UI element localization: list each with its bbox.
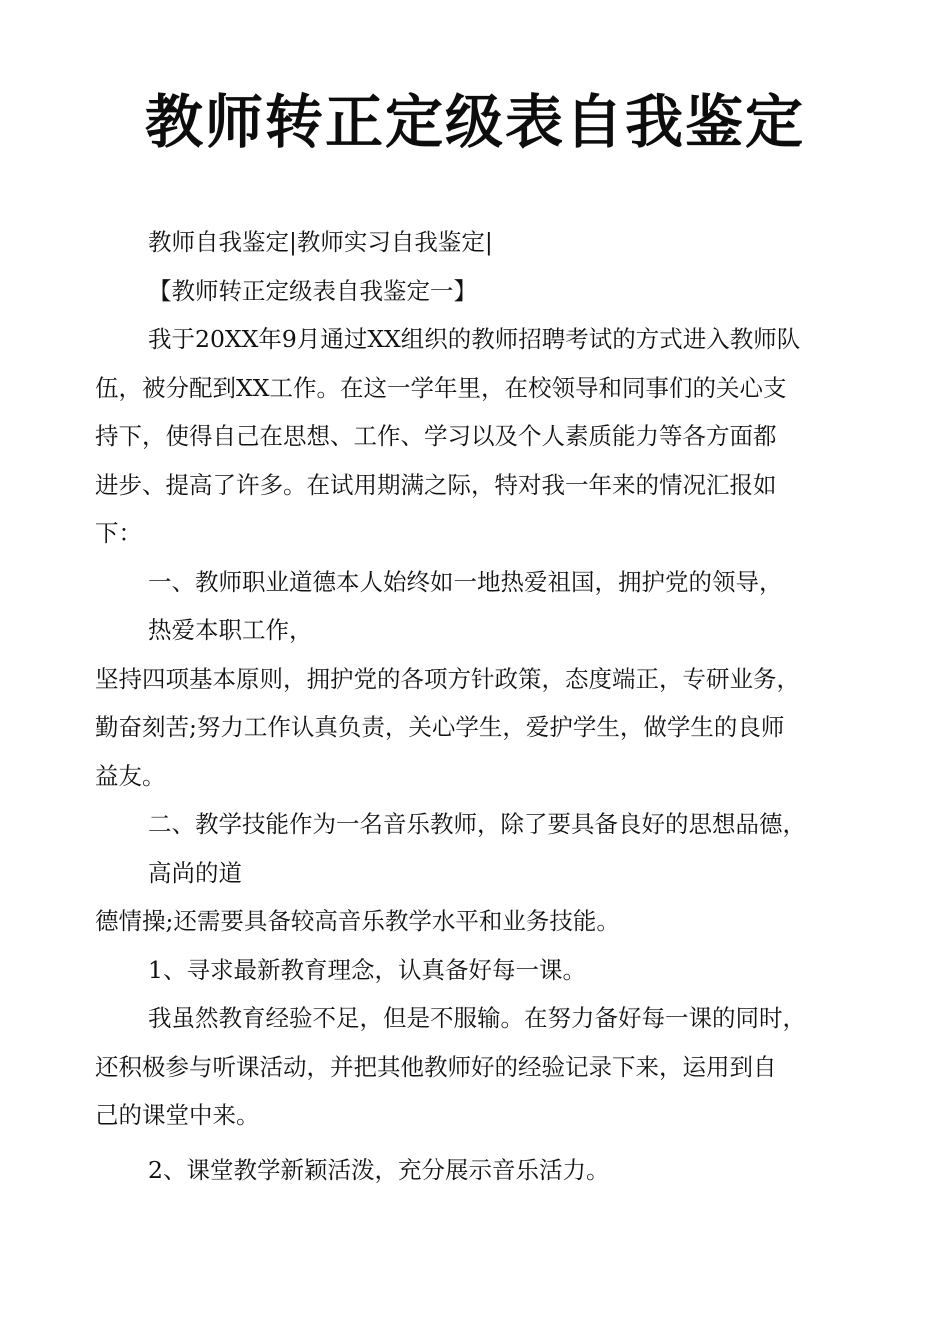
list-item-heading: 2、课堂教学新颖活泼，充分展示音乐活力。 xyxy=(148,1155,610,1184)
paragraph-line: 还积极参与听课活动，并把其他教师好的经验记录下来，运用到自 xyxy=(95,1052,777,1081)
paragraph-line: 我于20XX年9月通过XX组织的教师招聘考试的方式进入教师队 xyxy=(148,325,801,353)
paragraph-line: 伍，被分配到XX工作。在这一学年里，在校领导和同事们的关心支 xyxy=(95,373,787,402)
list-item-heading: 1、寻求最新教育理念，认真备好每一课。 xyxy=(148,955,586,984)
paragraph-line: 教师自我鉴定|教师实习自我鉴定| xyxy=(148,228,493,256)
paragraph-line: 勤奋刻苦;努力工作认真负责，关心学生，爱护学生，做学生的良师 xyxy=(95,713,785,741)
paragraph-line: 持下，使得自己在思想、工作、学习以及个人素质能力等各方面都 xyxy=(95,422,777,450)
paragraph-line: 进步、提高了许多。在试用期满之际，特对我一年来的情况汇报如 xyxy=(95,470,777,499)
paragraph-line: 己的课堂中来。 xyxy=(95,1101,260,1129)
paragraph-line: 一、教师职业道德本人始终如一地热爱祖国，拥护党的领导， xyxy=(148,567,783,596)
document-title: 教师转正定级表自我鉴定 xyxy=(144,88,805,156)
paragraph-line: 热爱本职工作， xyxy=(148,616,313,644)
paragraph-line: 下： xyxy=(95,519,142,547)
document-body xyxy=(95,218,865,1194)
paragraph-line: 我虽然教育经验不足，但是不服输。在努力备好每一课的同时， xyxy=(148,1004,806,1032)
section-heading: 【教师转正定级表自我鉴定一】 xyxy=(148,276,477,305)
paragraph-line: 德情操;还需要具备较高音乐教学水平和业务技能。 xyxy=(95,907,620,935)
paragraph-line: 高尚的道 xyxy=(148,858,242,887)
paragraph-line: 益友。 xyxy=(95,761,166,790)
paragraph-line: 二、教学技能作为一名音乐教师，除了要具备良好的思想品德， xyxy=(148,810,806,838)
paragraph-line: 坚持四项基本原则，拥护党的各项方针政策，态度端正，专研业务， xyxy=(95,664,800,693)
